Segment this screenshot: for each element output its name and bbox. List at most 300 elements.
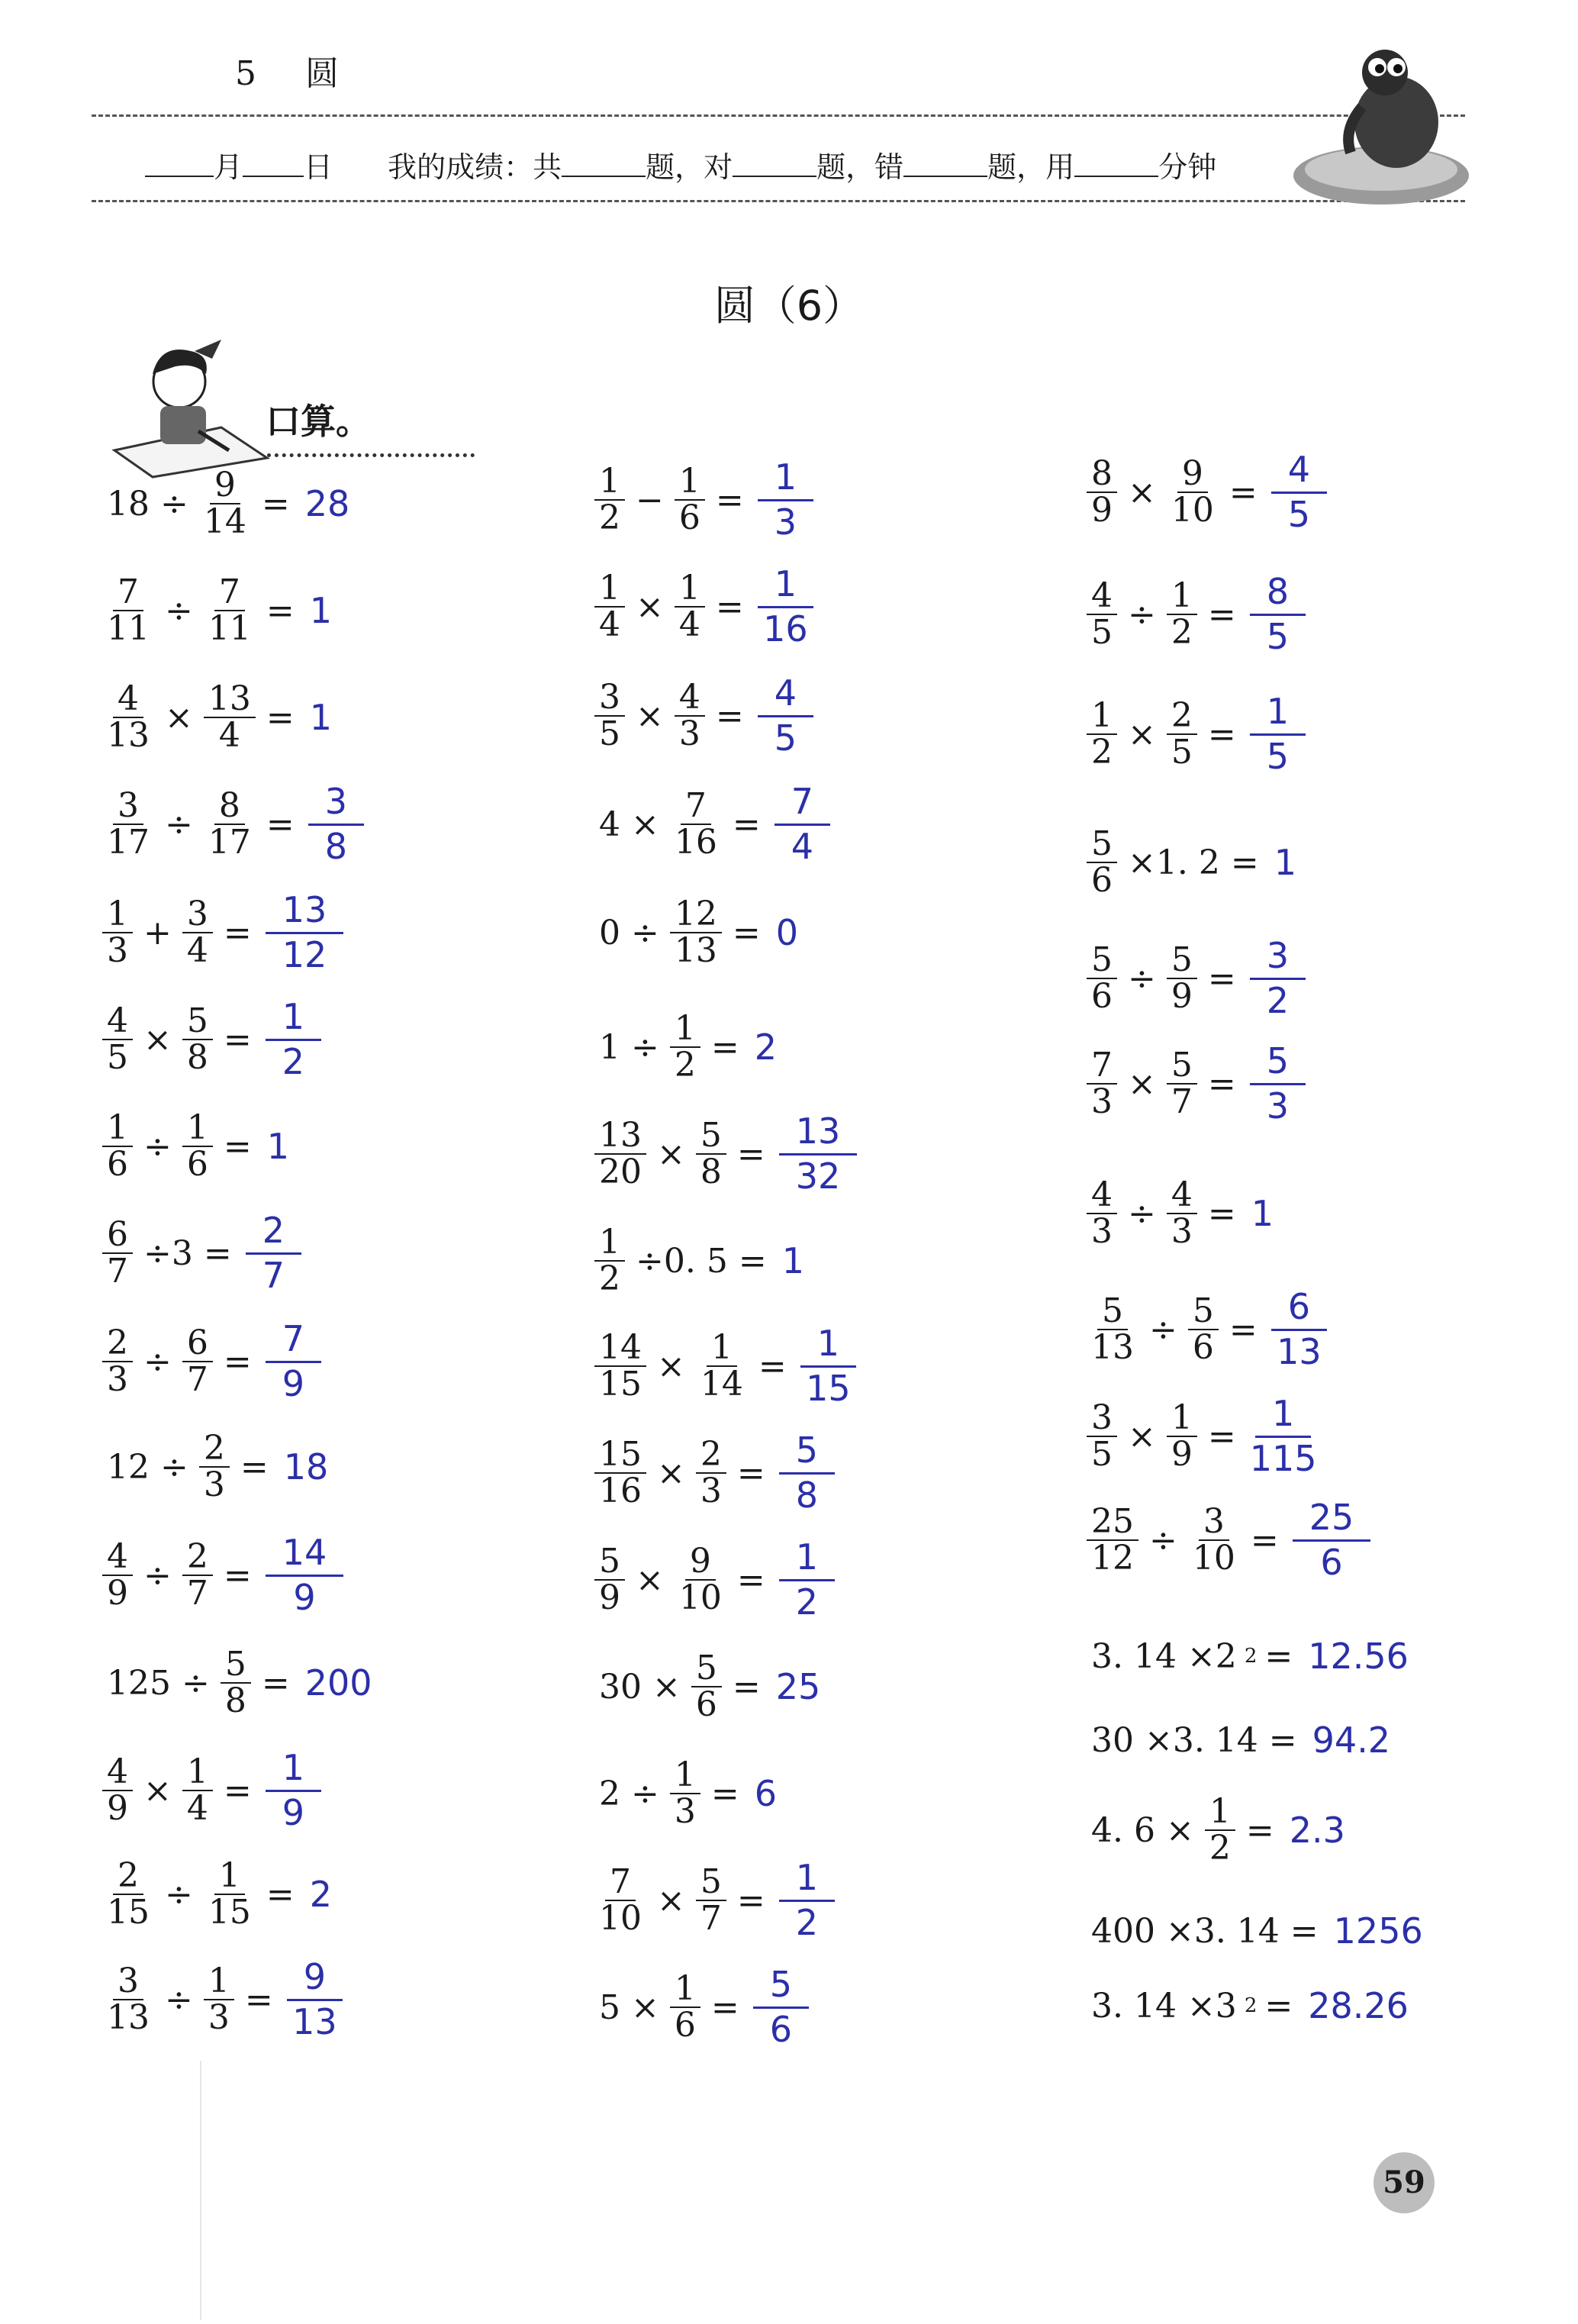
denominator: 12 [282, 933, 327, 975]
numerator: 13 [204, 682, 256, 718]
numerator: 1 [758, 563, 813, 608]
problem-item [99, 664, 332, 771]
numerator: 1 [204, 1964, 234, 2000]
expression-text: ÷ [165, 1874, 193, 1914]
problem-item [99, 450, 349, 557]
numerator: 6 [102, 1217, 133, 1254]
expression-text: 3. 14 ×3 [1091, 1986, 1237, 2026]
problem-item [1084, 1777, 1345, 1884]
fraction [204, 572, 256, 648]
expression-text: 3. 14 ×2 [1091, 1636, 1237, 1676]
fraction [675, 568, 705, 644]
problem-item [591, 1207, 804, 1314]
handwritten-answer[interactable]: 200 [304, 1662, 372, 1704]
fraction [182, 1752, 213, 1828]
denominator: 3 [208, 1998, 230, 2037]
numerator: 4 [102, 1755, 133, 1791]
denominator: 6 [1192, 1328, 1214, 1367]
fraction [1167, 453, 1219, 530]
handwritten-answer[interactable]: 1 [266, 1126, 290, 1167]
page-edge-line [200, 2061, 201, 2320]
numerator: 7 [681, 788, 711, 825]
expression-text: = [261, 484, 290, 524]
denominator: 8 [700, 1152, 722, 1191]
month-label: 月 [214, 150, 243, 184]
numerator: 1 [1255, 1393, 1311, 1437]
numerator: 6 [182, 1326, 213, 1362]
numerator: 5 [1167, 943, 1197, 979]
denominator: 9 [1091, 491, 1113, 530]
problem-item [99, 1737, 321, 1844]
expression-text: × [636, 587, 664, 627]
expression-text: = [1229, 472, 1258, 512]
problem-item [1084, 1952, 1409, 2059]
expression-text: 1 ÷ [599, 1027, 659, 1067]
expression-text: = [736, 1881, 765, 1920]
expression-text: = [1207, 714, 1236, 754]
expression-text: ÷3 = [143, 1233, 232, 1273]
numerator: 5 [779, 1430, 835, 1474]
fraction [675, 677, 705, 753]
numerator: 7 [113, 575, 143, 611]
numerator: 1 [707, 1330, 737, 1367]
expression-text: = [223, 1127, 252, 1166]
numerator: 1 [675, 571, 705, 608]
numerator: 5 [753, 1964, 809, 2008]
handwritten-answer-fraction [308, 781, 364, 867]
denominator: 9 [107, 1574, 128, 1613]
numerator: 4 [102, 1004, 133, 1040]
numerator: 6 [1271, 1286, 1327, 1330]
problem-item [1084, 439, 1327, 546]
bottom-dashed-rule [92, 200, 1465, 202]
handwritten-answer[interactable]: 1 [781, 1240, 804, 1281]
handwritten-answer-fraction [266, 1318, 321, 1404]
numerator: 8 [214, 788, 245, 825]
handwritten-answer[interactable]: 0 [775, 912, 799, 953]
denominator: 7 [1171, 1082, 1193, 1121]
fraction [102, 1961, 154, 2037]
problem-item [99, 1093, 289, 1200]
denominator: 13 [107, 1998, 150, 2037]
denominator: 6 [678, 498, 700, 537]
numerator: 2 [1167, 698, 1197, 735]
expression-text: = [710, 1027, 739, 1067]
expression-text: = [1250, 1520, 1279, 1560]
numerator: 7 [605, 1865, 636, 1901]
denominator: 8 [224, 1681, 246, 1720]
handwritten-answer-fraction [1293, 1497, 1371, 1583]
numerator: 1 [670, 1758, 700, 1794]
expression-text: = [244, 1980, 273, 2019]
expression-text: × [165, 698, 193, 737]
unit-number: 5 [235, 54, 262, 93]
handwritten-answer[interactable]: 25 [775, 1666, 821, 1707]
numerator: 4 [1271, 449, 1327, 493]
handwritten-answer[interactable]: 6 [754, 1773, 778, 1814]
denominator: 2 [1266, 979, 1290, 1021]
numerator: 1 [779, 1857, 835, 1901]
fraction [594, 1327, 646, 1404]
numerator: 1 [102, 1110, 133, 1147]
total-blank[interactable] [562, 154, 646, 177]
denominator: 10 [678, 1578, 722, 1617]
expression-text: ÷ [143, 1555, 172, 1595]
problem-item [1084, 1030, 1306, 1137]
numerator: 5 [1188, 1294, 1219, 1330]
fraction [1167, 940, 1197, 1016]
handwritten-answer-fraction [1250, 1393, 1317, 1479]
expression-text: ÷ [143, 1127, 172, 1166]
expression-text: ÷ [1128, 959, 1156, 998]
numerator: 1 [102, 897, 133, 933]
expression-text: = [736, 1134, 765, 1174]
denominator: 13 [292, 2000, 337, 2042]
frog-illustration-icon [1290, 31, 1480, 221]
numerator: 13 [266, 889, 344, 933]
denominator: 4 [678, 605, 700, 644]
numerator: 3 [1250, 935, 1306, 979]
denominator: 16 [763, 608, 808, 649]
expression-text: = [732, 913, 761, 952]
numerator: 1 [214, 1858, 245, 1895]
expression-text: = [223, 1020, 252, 1059]
denominator: 5 [1287, 493, 1311, 535]
exponent: 2 [1244, 1645, 1258, 1668]
problem-item [99, 1413, 328, 1520]
denominator: 3 [1091, 1082, 1113, 1121]
numerator: 2 [182, 1539, 213, 1576]
handwritten-answer[interactable]: 2.3 [1289, 1810, 1345, 1851]
fraction [670, 1755, 700, 1831]
expression-text: = [715, 696, 744, 736]
problem-item [1084, 1383, 1317, 1490]
expression-text: = [710, 1987, 739, 2027]
fraction [102, 1855, 154, 1932]
fraction [1087, 824, 1117, 900]
fraction [1167, 695, 1197, 772]
numerator: 5 [221, 1647, 251, 1684]
handwritten-answer-fraction [775, 781, 830, 867]
numerator: 25 [1293, 1497, 1371, 1541]
minutes-label: 分钟 [1158, 150, 1217, 184]
numerator: 5 [696, 1865, 726, 1901]
handwritten-answer-fraction [779, 1430, 835, 1516]
expression-text: × [657, 1453, 685, 1493]
problem-item [99, 1946, 343, 2053]
expression-text: ÷ [165, 591, 193, 630]
fraction [182, 894, 213, 970]
fraction [204, 1855, 256, 1932]
fraction [1087, 575, 1117, 652]
denominator: 3 [700, 1471, 722, 1510]
handwritten-answer-fraction [758, 672, 813, 759]
handwritten-answer[interactable]: 1 [309, 590, 333, 631]
expression-text: + [143, 913, 172, 952]
expression-text: = [1207, 1417, 1236, 1456]
expression-text: 30 × [599, 1667, 681, 1707]
handwritten-answer-fraction [266, 1532, 344, 1618]
wrong-label: 题，错 [816, 150, 904, 184]
expression-text: = [715, 587, 744, 627]
expression-text: = [1245, 1810, 1274, 1850]
numerator: 5 [1097, 1294, 1128, 1330]
expression-text: × [657, 1881, 685, 1920]
numerator: 7 [1087, 1048, 1117, 1085]
expression-text: = [223, 1342, 252, 1381]
fraction [1188, 1291, 1219, 1367]
expression-text: 0 ÷ [599, 913, 659, 952]
fraction [696, 1861, 726, 1938]
fraction [670, 1968, 700, 2045]
denominator: 3 [1266, 1085, 1290, 1127]
fraction [1087, 940, 1117, 1016]
handwritten-answer[interactable]: 12.56 [1308, 1636, 1409, 1677]
expression-text: ×1. 2 = [1128, 843, 1259, 882]
numerator: 14 [266, 1532, 344, 1576]
fraction [1188, 1501, 1240, 1578]
denominator: 14 [203, 502, 246, 541]
handwritten-answer[interactable]: 28 [304, 483, 350, 524]
handwritten-answer[interactable]: 2 [754, 1027, 778, 1068]
handwritten-answer[interactable]: 1256 [1333, 1910, 1423, 1952]
denominator: 3 [1171, 1212, 1193, 1251]
fraction [1205, 1791, 1235, 1868]
fraction [204, 679, 256, 755]
month-blank[interactable] [145, 154, 214, 177]
expression-text: = [1207, 1194, 1236, 1233]
expression-text: ÷ [1128, 1194, 1156, 1233]
expression-text: 4 × [599, 804, 659, 844]
fraction [696, 1434, 726, 1510]
expression-text: = [1264, 1986, 1293, 2026]
denominator: 2 [1091, 733, 1113, 772]
denominator: 6 [1320, 1541, 1343, 1583]
fraction [1087, 1397, 1117, 1474]
expression-text: = [1264, 1636, 1293, 1676]
fraction [102, 785, 154, 862]
fraction [102, 1323, 133, 1399]
expression-text: = [223, 913, 252, 952]
denominator: 2 [1171, 613, 1193, 652]
problem-item [591, 1420, 835, 1526]
fraction [691, 1648, 722, 1724]
denominator: 2 [599, 1259, 620, 1298]
numerator: 5 [1250, 1040, 1306, 1085]
expression-text: = [1207, 959, 1236, 998]
handwritten-answer-fraction [266, 1747, 321, 1833]
handwritten-answer[interactable]: 1 [1274, 842, 1296, 883]
fraction [182, 1001, 213, 1077]
denominator: 3 [678, 714, 700, 753]
denominator: 3 [107, 931, 128, 970]
fraction [675, 1541, 726, 1617]
numerator: 5 [691, 1651, 722, 1687]
denominator: 10 [1171, 491, 1214, 530]
numerator: 2 [102, 1326, 133, 1362]
denominator: 3 [674, 1792, 696, 1831]
handwritten-answer-fraction [758, 456, 813, 543]
fraction [1167, 1175, 1197, 1251]
numerator: 5 [1087, 827, 1117, 863]
numerator: 1 [1087, 698, 1117, 735]
numerator: 9 [1177, 456, 1208, 493]
denominator: 9 [282, 1362, 305, 1404]
numerator: 7 [214, 575, 245, 611]
fraction [594, 1115, 646, 1191]
problem-item [591, 1954, 809, 2061]
fraction [221, 1644, 251, 1720]
numerator: 1 [758, 456, 813, 501]
expression-text: = [732, 1667, 761, 1707]
numerator: 1 [182, 1110, 213, 1147]
problem-item [591, 1633, 820, 1740]
correct-blank[interactable] [733, 154, 816, 177]
denominator: 6 [1091, 977, 1113, 1016]
time-blank[interactable] [1074, 154, 1158, 177]
problem-item [1084, 1160, 1274, 1267]
handwritten-answer[interactable]: 28.26 [1308, 1985, 1409, 2026]
problem-item [591, 446, 813, 553]
problem-item [1084, 561, 1306, 668]
fraction [594, 1222, 625, 1298]
denominator: 8 [324, 825, 348, 867]
numerator: 1 [594, 571, 625, 608]
denominator: 5 [1091, 613, 1113, 652]
denominator: 4 [599, 605, 620, 644]
denominator: 115 [1249, 1437, 1317, 1479]
numerator: 9 [685, 1544, 716, 1581]
problem-item [591, 1526, 835, 1633]
denominator: 15 [107, 1893, 150, 1932]
fraction [1087, 1175, 1117, 1251]
problem-item [99, 879, 343, 986]
expression-text: = [1207, 1064, 1236, 1104]
handwritten-answer[interactable]: 94.2 [1312, 1720, 1391, 1761]
handwritten-answer[interactable]: 1 [1251, 1193, 1274, 1234]
numerator: 5 [182, 1004, 213, 1040]
expression-text: ÷ [143, 1342, 172, 1381]
expression-text: ÷ [165, 804, 193, 844]
expression-text: × [636, 696, 664, 736]
handwritten-answer[interactable]: 2 [309, 1874, 333, 1915]
expression-text: 12 ÷ [107, 1447, 188, 1487]
handwritten-answer-fraction [1271, 1286, 1327, 1372]
handwritten-answer-fraction [1250, 935, 1306, 1021]
denominator: 2 [674, 1046, 696, 1085]
denominator: 6 [695, 1685, 717, 1724]
numerator: 4 [675, 680, 705, 717]
denominator: 3 [1091, 1212, 1113, 1251]
score-label: 我的成绩：共 [388, 150, 562, 184]
numerator: 3 [113, 1964, 143, 2000]
denominator: 13 [1091, 1328, 1134, 1367]
fraction [594, 677, 625, 753]
expression-text: 125 ÷ [107, 1663, 210, 1703]
fraction [102, 1001, 133, 1077]
handwritten-answer-fraction [779, 1857, 835, 1943]
fraction [1167, 1397, 1197, 1474]
expression-text: 18 ÷ [107, 484, 188, 524]
handwritten-answer-fraction [266, 889, 344, 975]
numerator: 4 [102, 1539, 133, 1576]
denominator: 16 [674, 823, 717, 862]
denominator: 10 [599, 1899, 642, 1938]
fraction [204, 1961, 234, 2037]
denominator: 15 [208, 1893, 251, 1932]
fraction [1087, 1045, 1117, 1121]
numerator: 5 [594, 1544, 625, 1581]
fraction [696, 1327, 748, 1404]
problem-item [591, 1740, 777, 1847]
denominator: 5 [1266, 615, 1290, 657]
numerator: 25 [1087, 1504, 1138, 1541]
fraction [1167, 1045, 1197, 1121]
expression-text: × [1128, 714, 1156, 754]
fraction [594, 568, 625, 644]
wrong-blank[interactable] [903, 154, 987, 177]
handwritten-answer-fraction [287, 1956, 343, 2042]
denominator: 7 [107, 1252, 128, 1291]
expression-text: 2 ÷ [599, 1774, 659, 1813]
denominator: 5 [774, 717, 797, 759]
denominator: 2 [795, 1901, 819, 1943]
numerator: 2 [199, 1431, 230, 1468]
denominator: 9 [1171, 1435, 1193, 1474]
expression-text: × [1128, 472, 1156, 512]
numerator: 4 [1087, 579, 1117, 615]
handwritten-answer[interactable]: 1 [309, 697, 333, 738]
denominator: 6 [107, 1145, 128, 1184]
fraction [594, 1541, 625, 1617]
fraction [102, 1752, 133, 1828]
expression-text: 400 ×3. 14 = [1091, 1911, 1319, 1951]
expression-text: ÷ [1128, 595, 1156, 634]
handwritten-answer-fraction [779, 1110, 858, 1197]
expression-text: = [1207, 595, 1236, 634]
denominator: 11 [208, 609, 251, 648]
problem-item [99, 1629, 372, 1736]
expression-text: = [736, 1560, 765, 1600]
numerator: 1 [675, 464, 705, 501]
numerator: 3 [308, 781, 364, 825]
problem-item [1084, 1487, 1370, 1594]
denominator: 13 [1277, 1330, 1322, 1372]
expression-text: = [240, 1447, 269, 1487]
handwritten-answer-fraction [800, 1323, 856, 1409]
expression-text: = [1229, 1310, 1258, 1349]
numerator: 9 [210, 468, 240, 504]
numerator: 1 [266, 1747, 321, 1791]
handwritten-answer-fraction [753, 1964, 809, 2050]
numerator: 15 [594, 1437, 646, 1474]
day-blank[interactable] [243, 154, 304, 177]
denominator: 2 [1209, 1829, 1231, 1868]
denominator: 13 [674, 931, 717, 970]
fraction [102, 1107, 133, 1184]
numerator: 1 [670, 1011, 700, 1048]
handwritten-answer[interactable]: 18 [283, 1446, 329, 1488]
expression-text: = [266, 698, 295, 737]
denominator: 15 [806, 1367, 851, 1409]
expression-text: × [657, 1134, 685, 1174]
expression-text: = [758, 1346, 787, 1386]
fraction [696, 1115, 726, 1191]
denominator: 9 [107, 1789, 128, 1828]
problem-item [591, 994, 777, 1101]
denominator: 3 [107, 1360, 128, 1399]
problem-item [591, 1101, 857, 1207]
